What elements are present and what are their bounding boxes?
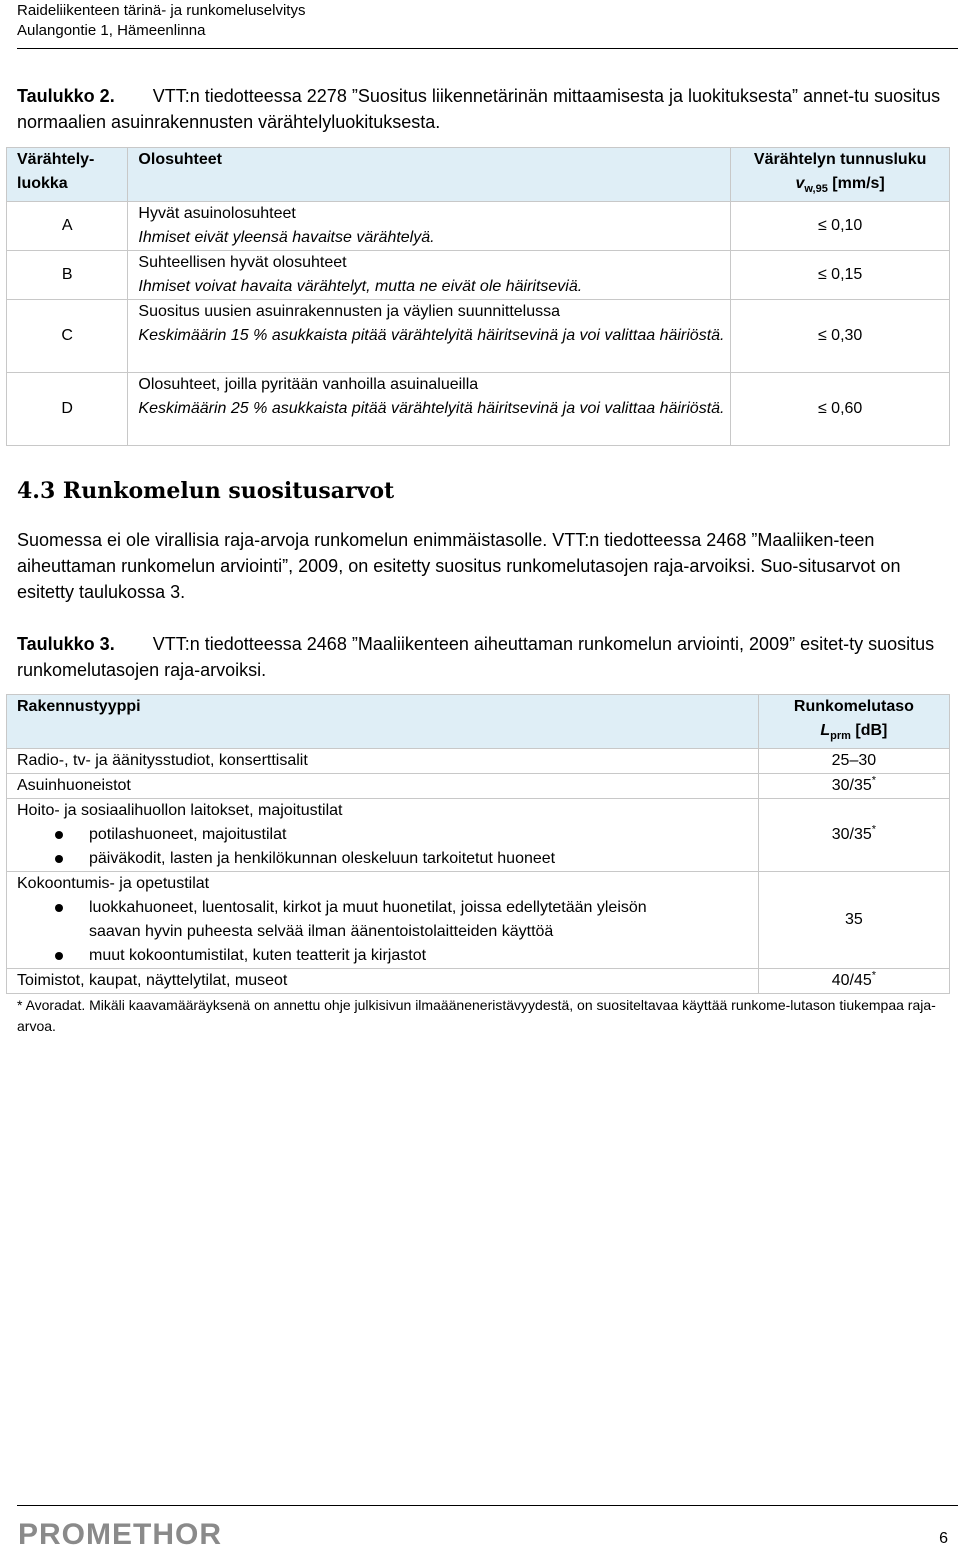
header-title: Raideliikenteen tärinä- ja runkomeluselvitys xyxy=(17,2,306,19)
vibration-class-table xyxy=(6,147,950,446)
condition-desc: Ihmiset voivat havaita värähtelyt, mutta ne eivät ole häiritseviä. xyxy=(138,278,583,296)
level-cell: 30/35* xyxy=(758,774,949,799)
table-row xyxy=(7,300,950,373)
col-header-conditions: Olosuhteet xyxy=(128,148,731,202)
class-cell: C xyxy=(7,300,128,373)
condition-title: Hyvät asuinolosuhteet xyxy=(138,205,296,223)
footer-divider xyxy=(17,1505,958,1506)
table2-caption-text: VTT:n tiedotteessa 2278 ”Suositus liikennetärinän mittaamisesta ja luokituksesta” annet-tu suositus normaalien asuinrakennusten värähtelyluokituksesta. xyxy=(17,86,941,132)
level-cell: 40/45* xyxy=(758,969,949,994)
value-cell: ≤ 0,30 xyxy=(731,300,950,373)
section-heading: 4.3 Runkomelun suositusarvot xyxy=(17,478,395,504)
table-header-row xyxy=(7,695,950,749)
conditions-cell xyxy=(128,373,731,446)
footnote-mark: * xyxy=(871,823,877,836)
header-divider xyxy=(17,48,958,49)
condition-desc: Keskimäärin 15 % asukkaista pitää värähtelyitä häiritsevinä ja voi valittaa häiriöstä. xyxy=(138,327,725,345)
class-cell: D xyxy=(7,373,128,446)
section-paragraph: Suomessa ei ole virallisia raja-arvoja runkomelun enimmäistasolle. VTT:n tiedotteessa 2468 ”Maaliiken-teen aiheuttaman runkomelun arviointi”, 2009, on esitetty suositus runkomelutasojen raja-arvoiksi. Suo-situsarvot on esitetty taulukossa 3. xyxy=(17,530,901,602)
table2-label: Taulukko 2. xyxy=(17,86,115,106)
table-row xyxy=(7,373,950,446)
col-header-value xyxy=(731,148,950,202)
type-cell xyxy=(7,872,759,969)
header-address: Aulangontie 1, Hämeenlinna xyxy=(17,22,206,39)
table2-caption xyxy=(17,83,947,135)
table-row xyxy=(7,774,950,799)
footnote-mark: * xyxy=(871,774,877,787)
list-item: päiväkodit, lasten ja henkilökunnan oleskeluun tarkoitetut huoneet xyxy=(17,847,758,871)
value-header-line2 xyxy=(731,172,949,201)
value-cell: ≤ 0,15 xyxy=(731,251,950,300)
table3-footnote: * Avoradat. Mikäli kaavamääräyksenä on annettu ohje julkisivun ilmaääneneristävyydestä, on suositeltavaa käyttää runkome-lutason tiukempaa raja-arvoa. xyxy=(17,997,936,1034)
value-cell: ≤ 0,60 xyxy=(731,373,950,446)
level-header-line2 xyxy=(759,719,949,748)
level-header-line1: Runkomelutaso xyxy=(793,698,914,715)
conditions-cell xyxy=(128,202,731,251)
list-item-continued: saavan hyvin puheesta selvää ilman äänentoistolaitteiden käyttöä xyxy=(89,923,554,941)
condition-desc: Keskimäärin 25 % asukkaista pitää värähtelyitä häiritsevinä ja voi valittaa häiriöstä. xyxy=(138,400,725,418)
table3-caption xyxy=(17,631,947,683)
type-cell xyxy=(7,799,759,872)
value-unit: [mm/s] xyxy=(827,175,885,192)
table-row xyxy=(7,969,950,994)
condition-desc: Ihmiset eivät yleensä havaitse värähtelyä. xyxy=(138,229,435,247)
table-row xyxy=(7,872,950,969)
condition-title: Olosuhteet, joilla pyritään vanhoilla asuinalueilla xyxy=(138,376,479,394)
list-item: luokkahuoneet, luentosalit, kirkot ja muut huonetilat, joissa edellytetään yleisön xyxy=(17,896,758,920)
value-symbol: v xyxy=(795,175,805,192)
company-logo: PROMETHOR xyxy=(18,1518,222,1551)
table-header-row xyxy=(7,148,950,202)
type-cell: Toimistot, kaupat, näyttelytilat, museot xyxy=(7,969,759,994)
table3-label: Taulukko 3. xyxy=(17,634,115,654)
type-cell: Radio-, tv- ja äänitysstudiot, konserttisalit xyxy=(7,749,759,774)
value-subscript: w,95 xyxy=(804,183,828,196)
class-cell: A xyxy=(7,202,128,251)
table-row xyxy=(7,749,950,774)
conditions-cell xyxy=(128,251,731,300)
type-cell: Asuinhuoneistot xyxy=(7,774,759,799)
value-header-line1: Värähtelyn tunnusluku xyxy=(753,151,927,168)
table-row xyxy=(7,202,950,251)
table-row xyxy=(7,799,950,872)
level-cell: 30/35* xyxy=(758,799,949,872)
level-subscript: prm xyxy=(830,730,851,743)
list-item: potilashuoneet, majoitustilat xyxy=(17,823,758,847)
class-cell: B xyxy=(7,251,128,300)
level-cell: 25–30 xyxy=(758,749,949,774)
table-row xyxy=(7,251,950,300)
list-item: muut kokoontumistilat, kuten teatterit ja kirjastot xyxy=(17,944,758,968)
conditions-cell xyxy=(128,300,731,373)
col-header-level xyxy=(758,695,949,749)
footnote-mark: * xyxy=(871,969,877,982)
page-number: 6 xyxy=(939,1530,948,1547)
condition-title: Suositus uusien asuinrakennusten ja väylien suunnittelussa xyxy=(138,303,561,321)
col-header-class: Värähtely-luokka xyxy=(7,148,128,202)
structure-noise-table xyxy=(6,694,950,994)
value-cell: ≤ 0,10 xyxy=(731,202,950,251)
type-label: Kokoontumis- ja opetustilat xyxy=(17,875,210,893)
level-symbol: L xyxy=(820,722,831,739)
condition-title: Suhteellisen hyvät olosuhteet xyxy=(138,254,347,272)
level-cell: 35 xyxy=(758,872,949,969)
type-label: Hoito- ja sosiaalihuollon laitokset, majoitustilat xyxy=(17,802,343,820)
col-header-type: Rakennustyyppi xyxy=(7,695,759,749)
level-unit: [dB] xyxy=(850,722,888,739)
table3-caption-text: VTT:n tiedotteessa 2468 ”Maaliikenteen aiheuttaman runkomelun arviointi, 2009” esitet-ty suositus runkomelutasojen raja-arvoiksi. xyxy=(17,634,935,680)
